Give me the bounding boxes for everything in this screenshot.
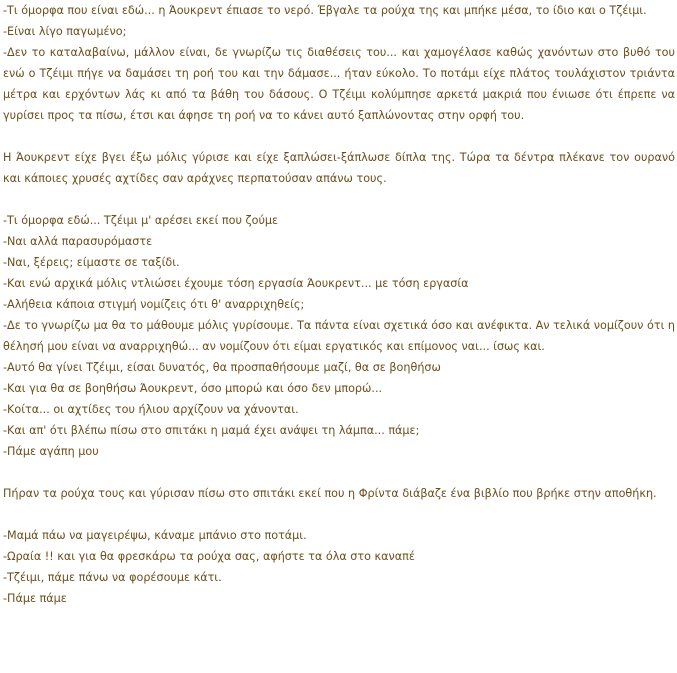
dialogue-line: -Και απ' ότι βλέπω πίσω στο σπιτάκι η μαμά έχει ανάψει τη λάμπα... πάμε; (3, 424, 420, 437)
dialogue-line: -Είναι λίγο παγωμένο; (3, 25, 127, 38)
paragraph-gap (3, 126, 675, 147)
dialogue-line: -Τζέιμι, πάμε πάνω να φορέσουμε κάτι. (3, 571, 222, 584)
dialogue-line: -Ναι αλλά παρασυρόμαστε (3, 235, 153, 248)
paragraph-gap (3, 462, 675, 483)
dialogue-line: -Μαμά πάω να μαγειρέψω, κάναμε μπάνιο στο ποτάμι. (3, 529, 307, 542)
paragraph-river: -Δεν το καταλαβαίνω, μάλλον είναι, δε γνωρίζω τις διαθέσεις του... και χαμογέλασε καθώς χανόντων στο βυθό του ενώ ο Τζέιμι πήγε να δαμάσει τη ροή του και την δάμασε... ήταν εύκολο. Το ποτάμι είχε πλάτος τουλάχιστον τριάντα μέτρα και ερχόντων λάς κι από τα βάθη του δάσους. Ο Τζέιμι κολύμπησε αρκετά μακριά που ένιωσε ότι έπρεπε να γυρίσει προς τα πίσω, έτσι και άφησε τη ροή να το κάνει αυτό ξαπλώνοντας στην ορφή του. (3, 46, 675, 122)
dialogue-line: -Τι όμορφα εδώ... Τζέιμι μ' αρέσει εκεί που ζούμε (3, 214, 279, 227)
dialogue-line: -Ωραία !! και για θα φρεσκάρω τα ρούχα σας, αφήστε τα όλα στο καναπέ (3, 550, 415, 563)
paragraph-opening: -Τι όμορφα που είναι εδώ... η Άουκρεντ έπιασε το νερό. Έβγαλε τα ρούχα της και μπήκε μέσα, το ίδιο και ο Τζέιμι. (3, 4, 647, 17)
dialogue-line: -Και για θα σε βοηθήσω Άουκρεντ, όσο μπορώ και όσο δεν μπορώ... (3, 382, 383, 395)
dialogue-line: -Πάμε πάμε (3, 592, 67, 605)
dialogue-line: -Δε το γνωρίζω μα θα το μάθουμε μόλις γυρίσουμε. Τα πάντα είναι σχετικά όσο και ανέφικτα. Αν τελικά νομίζουν ότι η θέλησή μου είναι να αναρριχηθώ... αν νομίζουν ότι είμαι εργατικός και επίμονος ναι... ίσως και. (3, 319, 675, 353)
dialogue-line: -Ναι, ξέρεις; είμαστε σε ταξίδι. (3, 256, 180, 269)
dialogue-line: -Αλήθεια κάποια στιγμή νομίζεις ότι θ' αναρριχηθείς; (3, 298, 305, 311)
dialogue-line: -Πάμε αγάπη μου (3, 445, 99, 458)
paragraph-return: Πήραν τα ρούχα τους και γύρισαν πίσω στο σπιτάκι εκεί που η Φρίντα διάβαζε ένα βιβλίο που βρήκε στην αποθήκη. (3, 487, 657, 500)
paragraph-narration: Η Άουκρεντ είχε βγει έξω μόλις γύρισε και είχε ξαπλώσει-ξάπλωσε δίπλα της. Τώρα τα δέντρα πλέκανε τον ουρανό και κάποιες χρυσές αχτίδες σαν αράχνες περπατούσαν απάνω τους. (3, 151, 675, 185)
paragraph-gap (3, 189, 675, 210)
dialogue-line: -Αυτό θα γίνει Τζέιμι, είσαι δυνατός, θα προσπαθήσουμε μαζί, θα σε βοηθήσω (3, 361, 441, 374)
dialogue-line: -Κοίτα... οι αχτίδες του ήλιου αρχίζουν να χάνονται. (3, 403, 299, 416)
dialogue-line: -Και ενώ αρχικά μόλις ντλιώσει έχουμε τόση εργασία Άουκρεντ... με τόση εργασία (3, 277, 469, 290)
paragraph-gap (3, 504, 675, 525)
